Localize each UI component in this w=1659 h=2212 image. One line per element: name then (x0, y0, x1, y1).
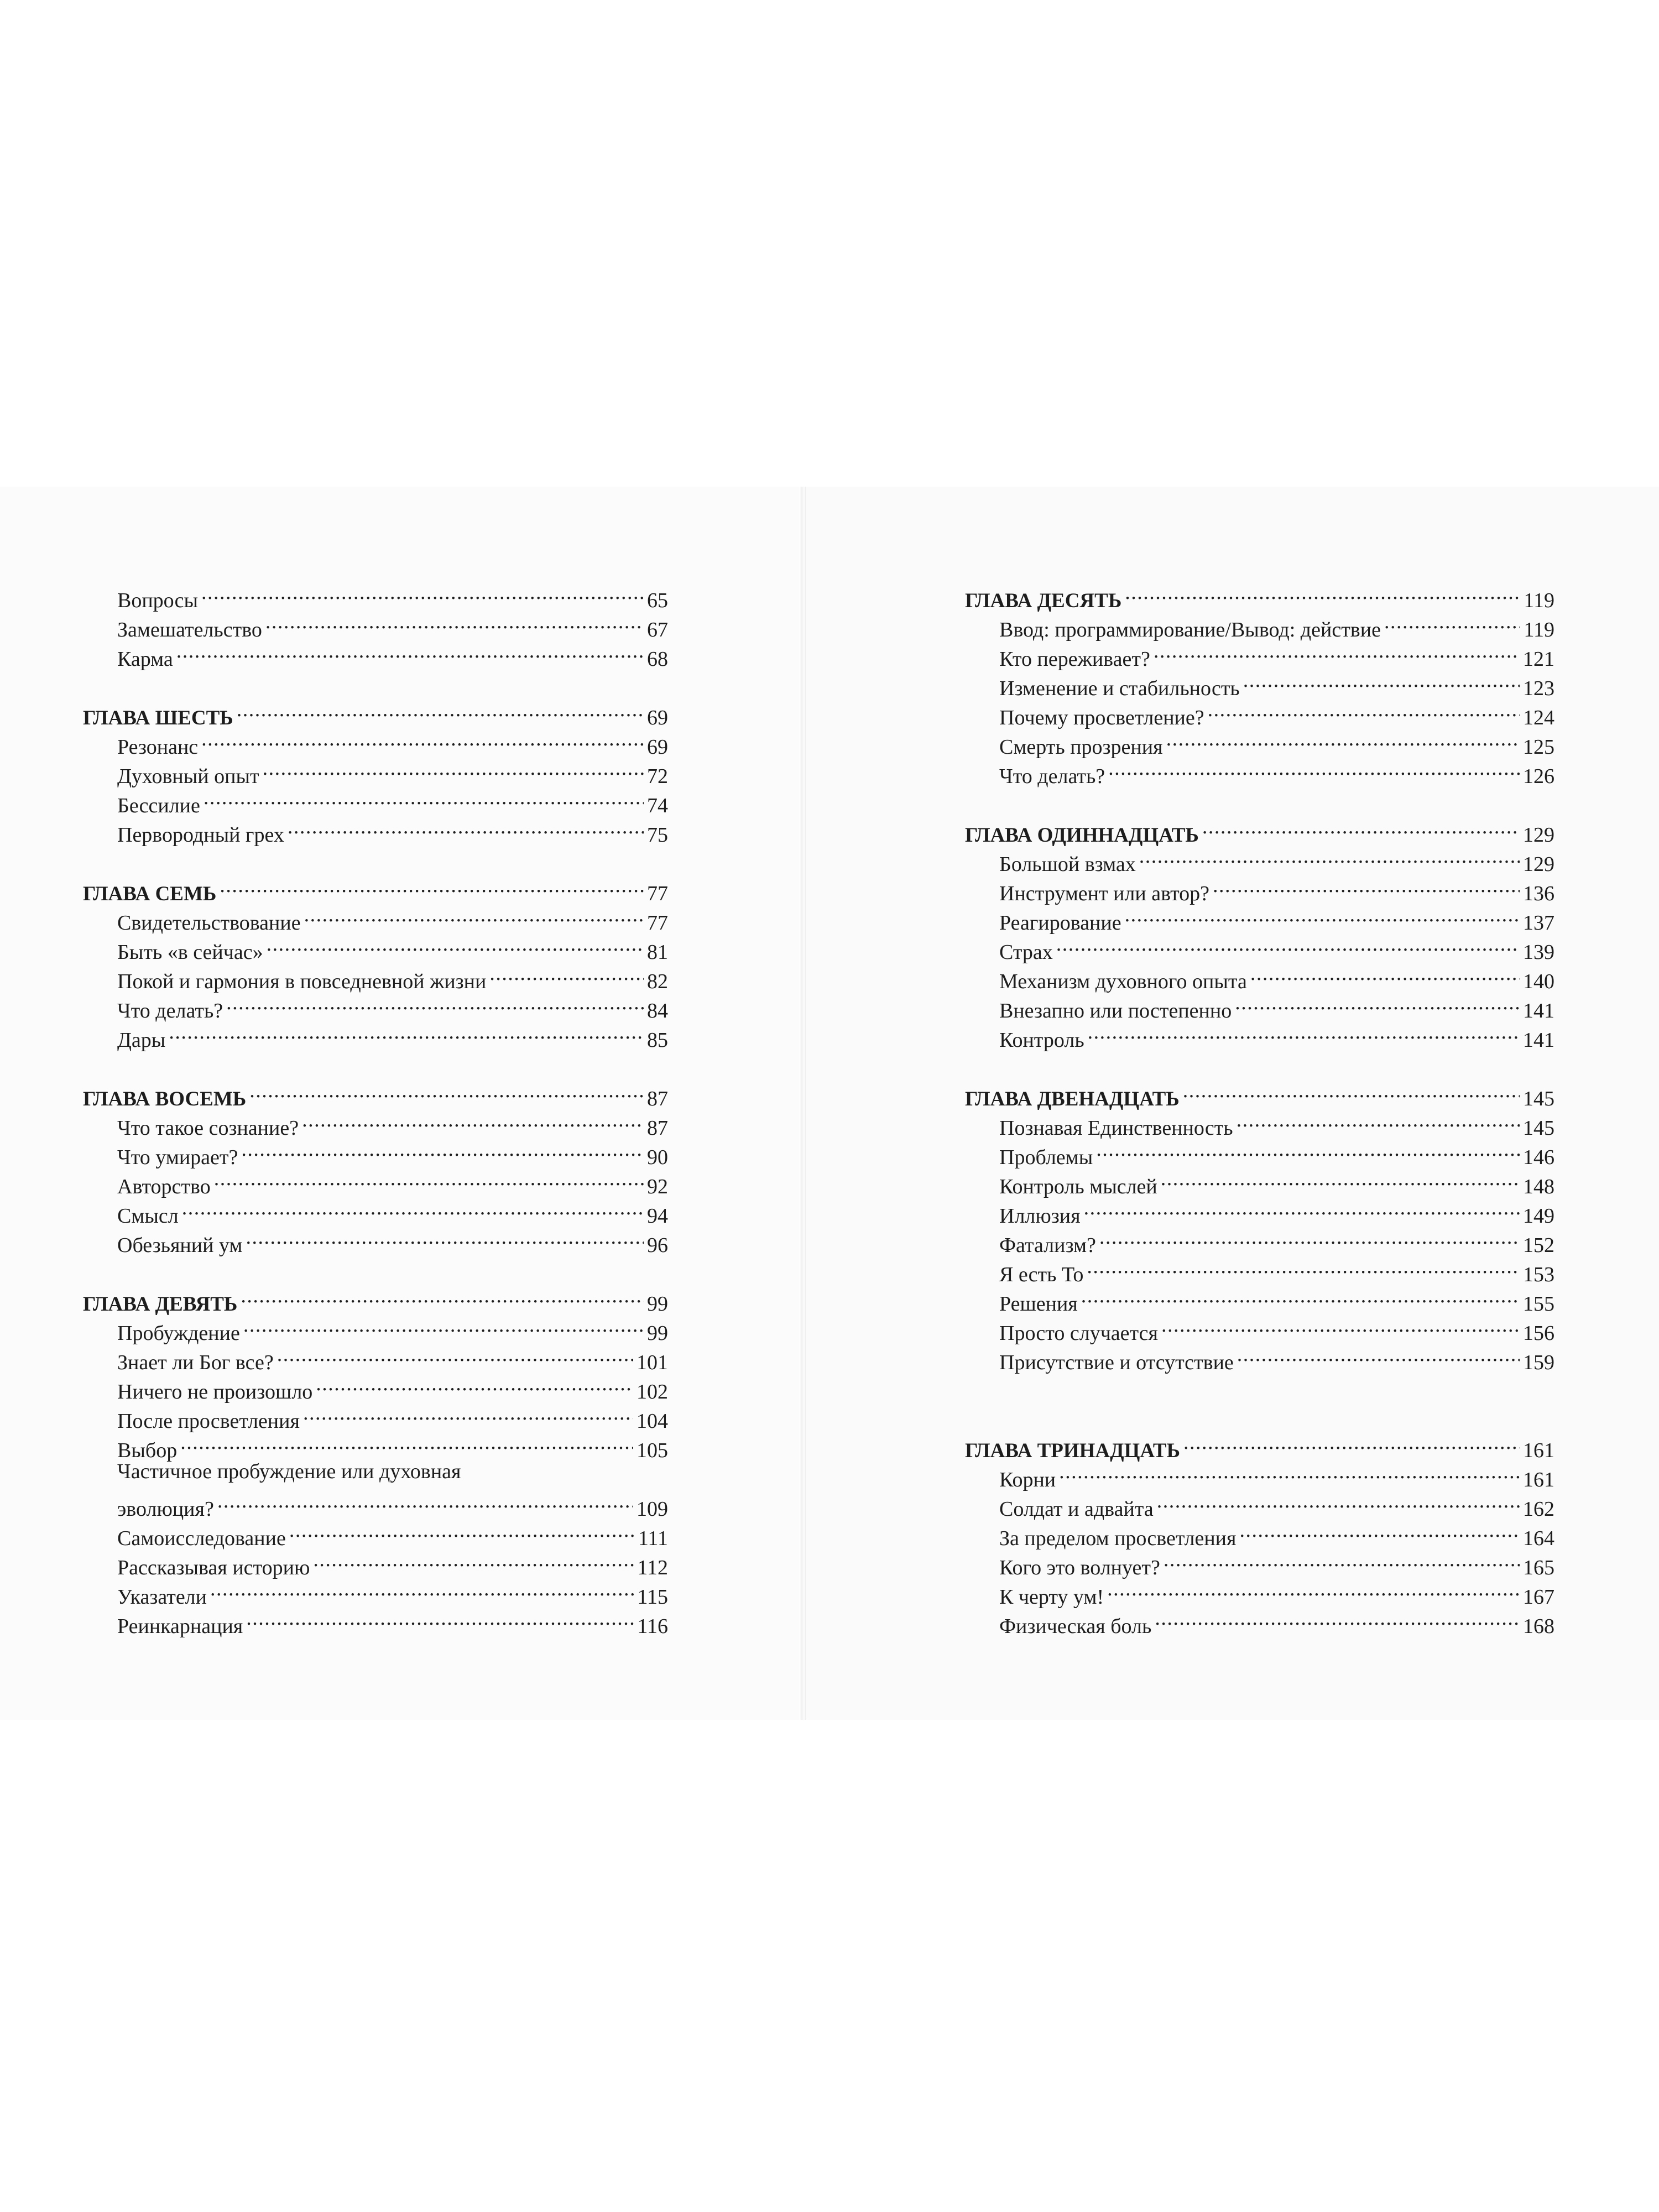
toc-entry-title: Рассказывая историю (117, 1556, 310, 1579)
dot-leader (313, 1545, 634, 1574)
page-number: 155 (1523, 1292, 1554, 1316)
page-number: 85 (647, 1029, 668, 1052)
toc-entry-title: Реагирование (999, 911, 1121, 935)
toc-chapter-heading (965, 812, 1554, 847)
page-number: 136 (1523, 882, 1554, 905)
toc-entry-title: Указатели (117, 1585, 207, 1609)
chapter-title: ГЛАВА ДЕСЯТЬ (965, 589, 1122, 612)
toc-entry-title: Ввод: программирование/Вывод: действие (999, 618, 1381, 641)
toc-entry-title: Замешательство (117, 618, 262, 641)
toc-entry-title: Внезапно или постепенно (999, 999, 1232, 1022)
toc-entry-title: Корни (999, 1468, 1056, 1491)
toc-entry-title: Реинкарнация (117, 1615, 243, 1638)
dot-leader (226, 988, 644, 1018)
toc-chapter-heading (83, 695, 668, 729)
dot-leader (1157, 1486, 1520, 1516)
page-number: 152 (1523, 1234, 1554, 1257)
dot-leader (1125, 900, 1520, 930)
dot-leader (1139, 842, 1520, 871)
toc-entry-title: Проблемы (999, 1146, 1093, 1169)
dot-leader (1084, 1193, 1520, 1223)
toc-right-column (965, 578, 1554, 1638)
toc-entry (965, 959, 1554, 993)
dot-leader (316, 1369, 633, 1399)
toc-entry-title: Первородный грех (117, 823, 284, 847)
dot-leader (201, 724, 644, 754)
book-spine (799, 487, 805, 1720)
page-number: 119 (1524, 589, 1554, 612)
toc-entry-title: Что такое сознание? (117, 1117, 299, 1140)
dot-leader (1208, 695, 1520, 724)
dot-leader (1239, 1516, 1520, 1545)
page-number: 156 (1523, 1322, 1554, 1345)
toc-entry-title: Что делать? (117, 999, 223, 1022)
page-number: 161 (1523, 1439, 1554, 1462)
toc-entry-title: Что делать? (999, 765, 1105, 788)
page-number: 94 (647, 1204, 668, 1228)
page-number: 116 (637, 1615, 668, 1638)
chapter-title: ГЛАВА ОДИННАДЦАТЬ (965, 824, 1199, 847)
dot-leader (1237, 1105, 1520, 1135)
toc-entry-title: Присутствие и отсутствие (999, 1351, 1234, 1374)
page-number: 153 (1523, 1263, 1554, 1286)
page-number: 159 (1523, 1351, 1554, 1374)
dot-leader (1164, 1545, 1520, 1574)
toc-entry-title: Страх (999, 941, 1053, 964)
page-number: 68 (647, 648, 668, 671)
toc-entry-title: Физическая боль (999, 1615, 1152, 1638)
page-number: 67 (647, 618, 668, 641)
page-number: 129 (1523, 853, 1554, 876)
page-number: 162 (1523, 1498, 1554, 1521)
page-number: 82 (647, 970, 668, 993)
page-number: 148 (1523, 1175, 1554, 1198)
dot-leader (1059, 1457, 1520, 1486)
page-number: 69 (647, 706, 668, 729)
dot-leader (1237, 1340, 1520, 1369)
dot-leader (1250, 959, 1520, 988)
dot-leader (1108, 754, 1520, 783)
toc-entry (83, 1018, 668, 1052)
page-number: 102 (637, 1380, 668, 1404)
dot-leader (1243, 666, 1520, 695)
page-number: 75 (647, 823, 668, 847)
dot-leader (180, 1428, 633, 1457)
page-number: 72 (647, 765, 668, 788)
page-number: 141 (1523, 999, 1554, 1022)
page-number: 84 (647, 999, 668, 1022)
dot-leader (220, 871, 644, 900)
toc-entry-title: Вопросы (117, 589, 199, 612)
toc-entry-title: Инструмент или автор? (999, 882, 1210, 905)
dot-leader (169, 1018, 644, 1047)
page-number: 112 (637, 1556, 668, 1579)
toc-entry-title: Смерть прозрения (999, 735, 1163, 759)
page-number: 167 (1523, 1585, 1554, 1609)
page-number: 104 (637, 1410, 668, 1433)
page-number: 126 (1523, 765, 1554, 788)
toc-chapter-heading (83, 1076, 668, 1110)
dot-leader (201, 578, 644, 607)
page-number: 140 (1523, 970, 1554, 993)
toc-entry-title: Контроль мыслей (999, 1175, 1157, 1198)
chapter-title: ГЛАВА ШЕСТЬ (83, 707, 233, 729)
toc-entry-title: Кто переживает? (999, 648, 1150, 671)
toc-entry-title: Познавая Единственность (999, 1117, 1233, 1140)
dot-leader (1183, 1428, 1520, 1457)
page-number: 121 (1523, 648, 1554, 671)
page-number: 77 (647, 911, 668, 935)
dot-leader (1056, 930, 1520, 959)
dot-leader (277, 1340, 633, 1369)
dot-leader (289, 1516, 635, 1545)
toc-entry-title: Знает ли Бог все? (117, 1351, 274, 1374)
toc-entry-title: Выбор (117, 1439, 178, 1462)
toc-entry-title: Контроль (999, 1029, 1084, 1052)
page-number: 111 (638, 1527, 668, 1550)
toc-chapter-heading (83, 1281, 668, 1316)
toc-entry-title: Смысл (117, 1204, 179, 1228)
toc-entry-title: Большой взмах (999, 853, 1136, 876)
dot-leader (1384, 607, 1520, 637)
chapter-title: ГЛАВА ДЕВЯТЬ (83, 1293, 238, 1316)
dot-leader (1213, 871, 1520, 900)
page-number: 145 (1523, 1087, 1554, 1110)
toc-entry-title: Обезьяний ум (117, 1234, 243, 1257)
toc-entry-title: Духовный опыт (117, 765, 259, 788)
toc-chapter-heading (965, 578, 1554, 612)
page-number: 115 (637, 1585, 668, 1609)
toc-entry-title: Просто случается (999, 1322, 1158, 1345)
page-number: 109 (637, 1498, 668, 1521)
dot-leader (1107, 1574, 1520, 1604)
dot-leader (249, 1076, 644, 1105)
toc-entry-title: Самоисследование (117, 1527, 286, 1550)
toc-chapter-heading (83, 871, 668, 905)
dot-leader (204, 783, 644, 812)
page-number: 119 (1524, 618, 1554, 641)
page-number: 149 (1523, 1204, 1554, 1228)
page-number: 92 (647, 1175, 668, 1198)
dot-leader (243, 1311, 644, 1340)
page-number: 81 (647, 941, 668, 964)
toc-entry (83, 1486, 668, 1521)
dot-leader (1154, 637, 1520, 666)
page-number: 96 (647, 1234, 668, 1257)
toc-entry-title: Быть «в сейчас» (117, 941, 263, 964)
toc-entry-title: Дары (117, 1029, 166, 1052)
dot-leader (304, 900, 644, 930)
toc-entry-title: К черту ум! (999, 1585, 1104, 1609)
dot-leader (1183, 1076, 1520, 1105)
dot-leader (1161, 1164, 1520, 1193)
dot-leader (176, 637, 644, 666)
dot-leader (217, 1486, 633, 1516)
dot-leader (210, 1574, 634, 1604)
dot-leader (1125, 578, 1520, 607)
toc-entry-title: Что умирает? (117, 1146, 238, 1169)
toc-entry-title: Солдат и адвайта (999, 1498, 1154, 1521)
toc-entry-title: Почему просветление? (999, 706, 1204, 729)
toc-entry-title: За пределом просветления (999, 1527, 1237, 1550)
toc-entry-title: Фатализм? (999, 1234, 1096, 1257)
dot-leader (1166, 724, 1520, 754)
chapter-title: ГЛАВА ДВЕНАДЦАТЬ (965, 1088, 1180, 1110)
page-number: 146 (1523, 1146, 1554, 1169)
toc-chapter-heading (965, 1428, 1554, 1462)
toc-spacer (83, 1047, 668, 1076)
toc-entry-title: Я есть То (999, 1263, 1084, 1286)
page-number: 164 (1523, 1527, 1554, 1550)
toc-entry-title: Частичное пробуждение или духовная (117, 1460, 461, 1483)
dot-leader (267, 930, 644, 959)
dot-leader (214, 1164, 644, 1193)
dot-leader (1161, 1311, 1520, 1340)
toc-entry-title: Карма (117, 648, 173, 671)
toc-entry-title: Покой и гармония в повседневной жизни (117, 970, 487, 993)
toc-entry-title: Свидетельствование (117, 911, 301, 935)
dot-leader (489, 959, 644, 988)
dot-leader (1099, 1223, 1520, 1252)
dot-leader (1088, 1018, 1520, 1047)
page-number: 87 (647, 1117, 668, 1140)
toc-entry-title: Механизм духовного опыта (999, 970, 1247, 993)
toc-entry-title: эволюция? (117, 1498, 214, 1521)
page-number: 165 (1523, 1556, 1554, 1579)
page-number: 129 (1523, 823, 1554, 847)
toc-entry-title: Решения (999, 1292, 1078, 1316)
dot-leader (1087, 1252, 1520, 1281)
page-number: 99 (647, 1292, 668, 1316)
toc-entry-title: Изменение и стабильность (999, 677, 1240, 700)
page-number: 77 (647, 882, 668, 905)
toc-entry-title: Иллюзия (999, 1204, 1081, 1228)
page-number: 74 (647, 794, 668, 817)
dot-leader (1235, 988, 1520, 1018)
dot-leader (1202, 812, 1520, 842)
toc-entry-title: Пробуждение (117, 1322, 240, 1345)
page-number: 69 (647, 735, 668, 759)
chapter-title: ГЛАВА ТРИНАДЦАТЬ (965, 1439, 1180, 1462)
toc-entry (83, 578, 668, 612)
toc-spacer (965, 1369, 1554, 1428)
page-number: 124 (1523, 706, 1554, 729)
page-number: 101 (637, 1351, 668, 1374)
dot-leader (182, 1193, 644, 1223)
page-number: 168 (1523, 1615, 1554, 1638)
dot-leader (1155, 1604, 1520, 1633)
dot-leader (1096, 1135, 1520, 1164)
dot-leader (288, 812, 644, 842)
toc-entry-title: Резонанс (117, 735, 199, 759)
dot-leader (246, 1604, 634, 1633)
dot-leader (303, 1399, 633, 1428)
toc-entry-title: Ничего не произошло (117, 1380, 313, 1404)
page-number: 99 (647, 1322, 668, 1345)
dot-leader (263, 754, 644, 783)
dot-leader (241, 1281, 644, 1311)
page-number: 65 (647, 589, 668, 612)
page-number: 137 (1523, 911, 1554, 935)
page-number: 90 (647, 1146, 668, 1169)
page-number: 145 (1523, 1117, 1554, 1140)
toc-entry-title: После просветления (117, 1410, 300, 1433)
dot-leader (241, 1135, 644, 1164)
toc-entry-title: Авторство (117, 1175, 211, 1198)
dot-leader (1081, 1281, 1520, 1311)
toc-entry-title: Кого это волнует? (999, 1556, 1160, 1579)
page-number: 139 (1523, 941, 1554, 964)
dot-leader (246, 1223, 644, 1252)
toc-left-column (83, 578, 668, 1638)
dot-leader (237, 695, 644, 724)
dot-leader (265, 607, 644, 637)
toc-entry-line (83, 1457, 668, 1486)
page-number: 123 (1523, 677, 1554, 700)
page-number: 125 (1523, 735, 1554, 759)
chapter-title: ГЛАВА СЕМЬ (83, 883, 217, 905)
toc-entry-title: Бессилие (117, 794, 200, 817)
page-number: 105 (637, 1439, 668, 1462)
dot-leader (302, 1105, 644, 1135)
page-number: 141 (1523, 1029, 1554, 1052)
toc-chapter-heading (965, 1076, 1554, 1110)
page-number: 161 (1523, 1468, 1554, 1491)
chapter-title: ГЛАВА ВОСЕМЬ (83, 1088, 247, 1110)
page-number: 87 (647, 1087, 668, 1110)
